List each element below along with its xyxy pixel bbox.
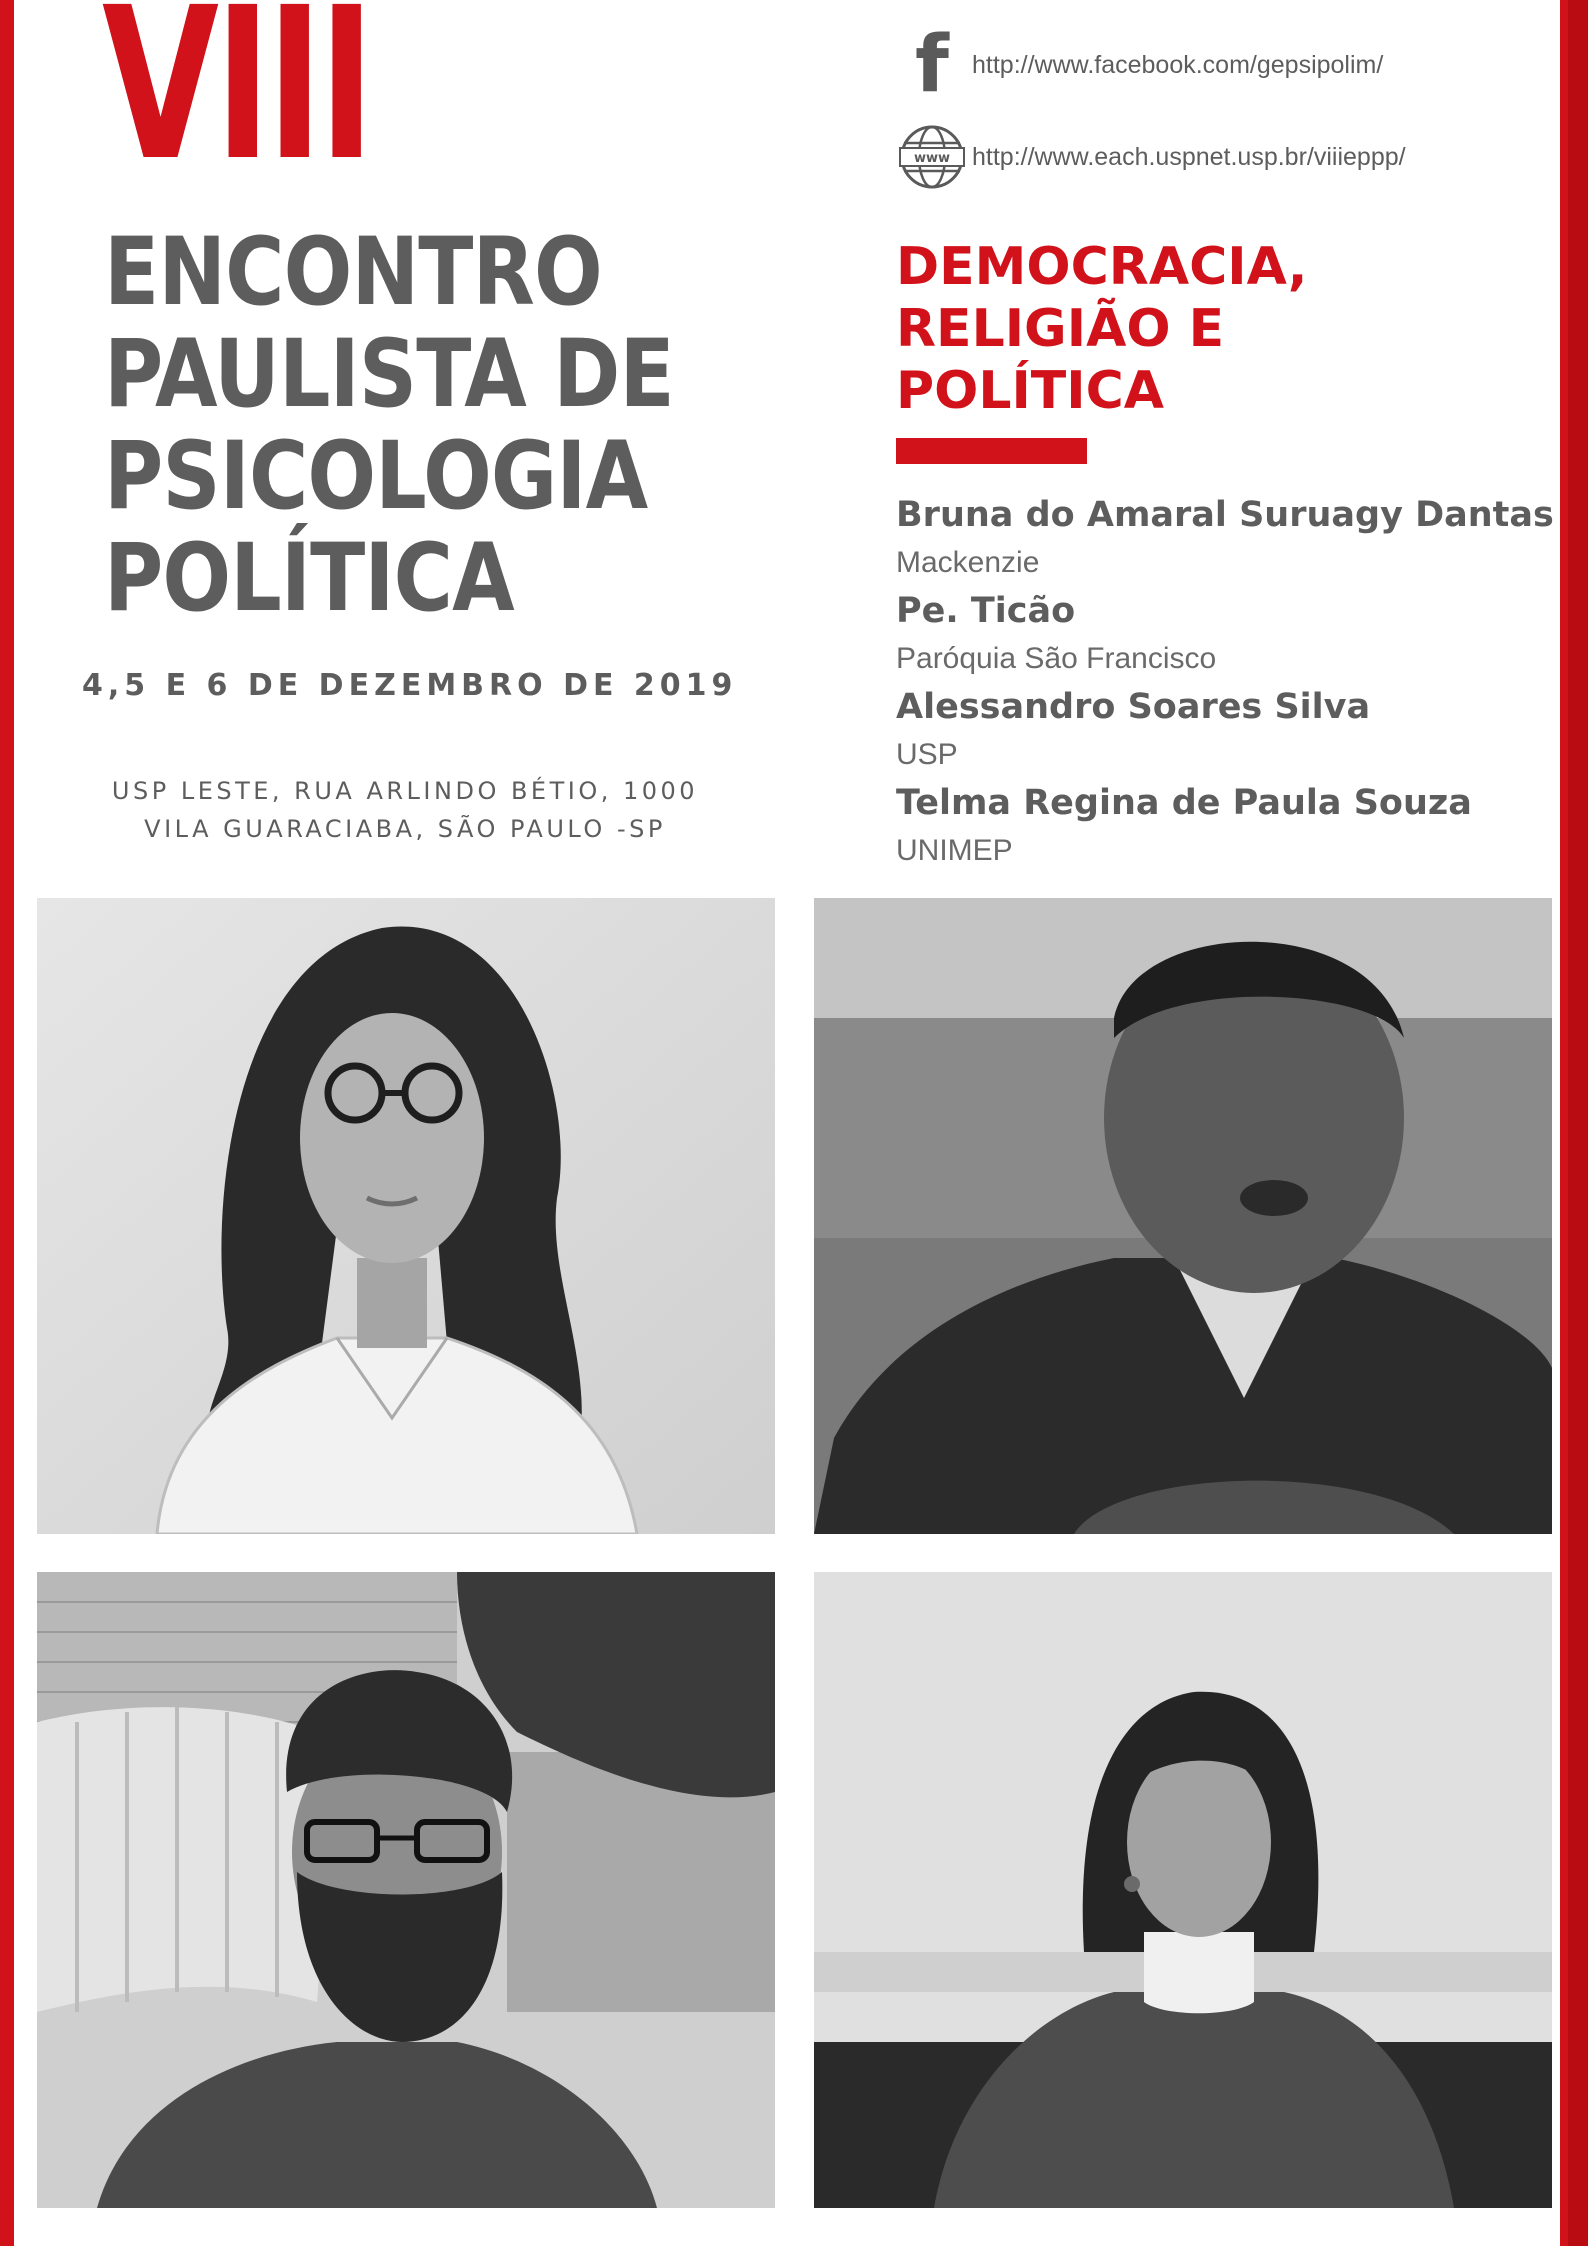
theme-title	[896, 236, 1308, 422]
event-title	[104, 218, 674, 633]
edition-number: VIII	[102, 0, 371, 207]
venue-line: USP LESTE, RUA ARLINDO BÉTIO, 1000	[111, 777, 699, 805]
speaker-photo-1	[37, 898, 775, 1534]
theme-line: DEMOCRACIA,	[896, 237, 1308, 297]
facebook-link[interactable]	[896, 20, 1384, 110]
speaker-photo-4	[814, 1572, 1552, 2208]
speaker-affiliation: Mackenzie	[896, 546, 1040, 579]
website-link[interactable]	[896, 122, 1406, 192]
www-icon-text: www	[913, 151, 951, 166]
speaker-affiliation: Paróquia São Francisco	[896, 642, 1217, 675]
event-title-line: PAULISTA DE	[104, 320, 674, 429]
speaker-name: Alessandro Soares Silva	[896, 687, 1371, 727]
venue-line: VILA GUARACIABA, SÃO PAULO -SP	[144, 815, 666, 843]
speaker-item	[896, 778, 1536, 874]
theme-line: POLÍTICA	[896, 361, 1165, 421]
speaker-name: Bruna do Amaral Suruagy Dantas	[896, 495, 1554, 535]
speaker-item	[896, 490, 1554, 586]
event-title-line: PSICOLOGIA	[104, 422, 648, 531]
speaker-item	[896, 586, 1536, 682]
right-red-border	[1560, 0, 1588, 2246]
speaker-name: Pe. Ticão	[896, 591, 1076, 631]
speaker-name: Telma Regina de Paula Souza	[896, 783, 1472, 823]
event-venue	[110, 772, 700, 848]
speaker-item	[896, 682, 1536, 778]
event-dates: 4,5 E 6 DE DEZEMBRO DE 2019	[82, 668, 738, 703]
speaker-photo-2	[814, 898, 1552, 1534]
speaker-affiliation: UNIMEP	[896, 834, 1013, 867]
speaker-photo-3	[37, 1572, 775, 2208]
website-url[interactable]: http://www.each.uspnet.usp.br/viiieppp/	[972, 142, 1406, 171]
facebook-url[interactable]: http://www.facebook.com/gepsipolim/	[972, 50, 1384, 79]
www-globe-icon	[896, 124, 968, 190]
speaker-affiliation: USP	[896, 738, 958, 771]
event-title-line: ENCONTRO	[104, 218, 602, 327]
speaker-list	[896, 490, 1554, 874]
theme-underline-bar	[896, 438, 1087, 464]
left-red-border	[0, 0, 14, 2246]
event-title-line: POLÍTICA	[104, 524, 514, 633]
theme-line: RELIGIÃO E	[896, 299, 1225, 359]
facebook-icon: f	[915, 20, 949, 110]
